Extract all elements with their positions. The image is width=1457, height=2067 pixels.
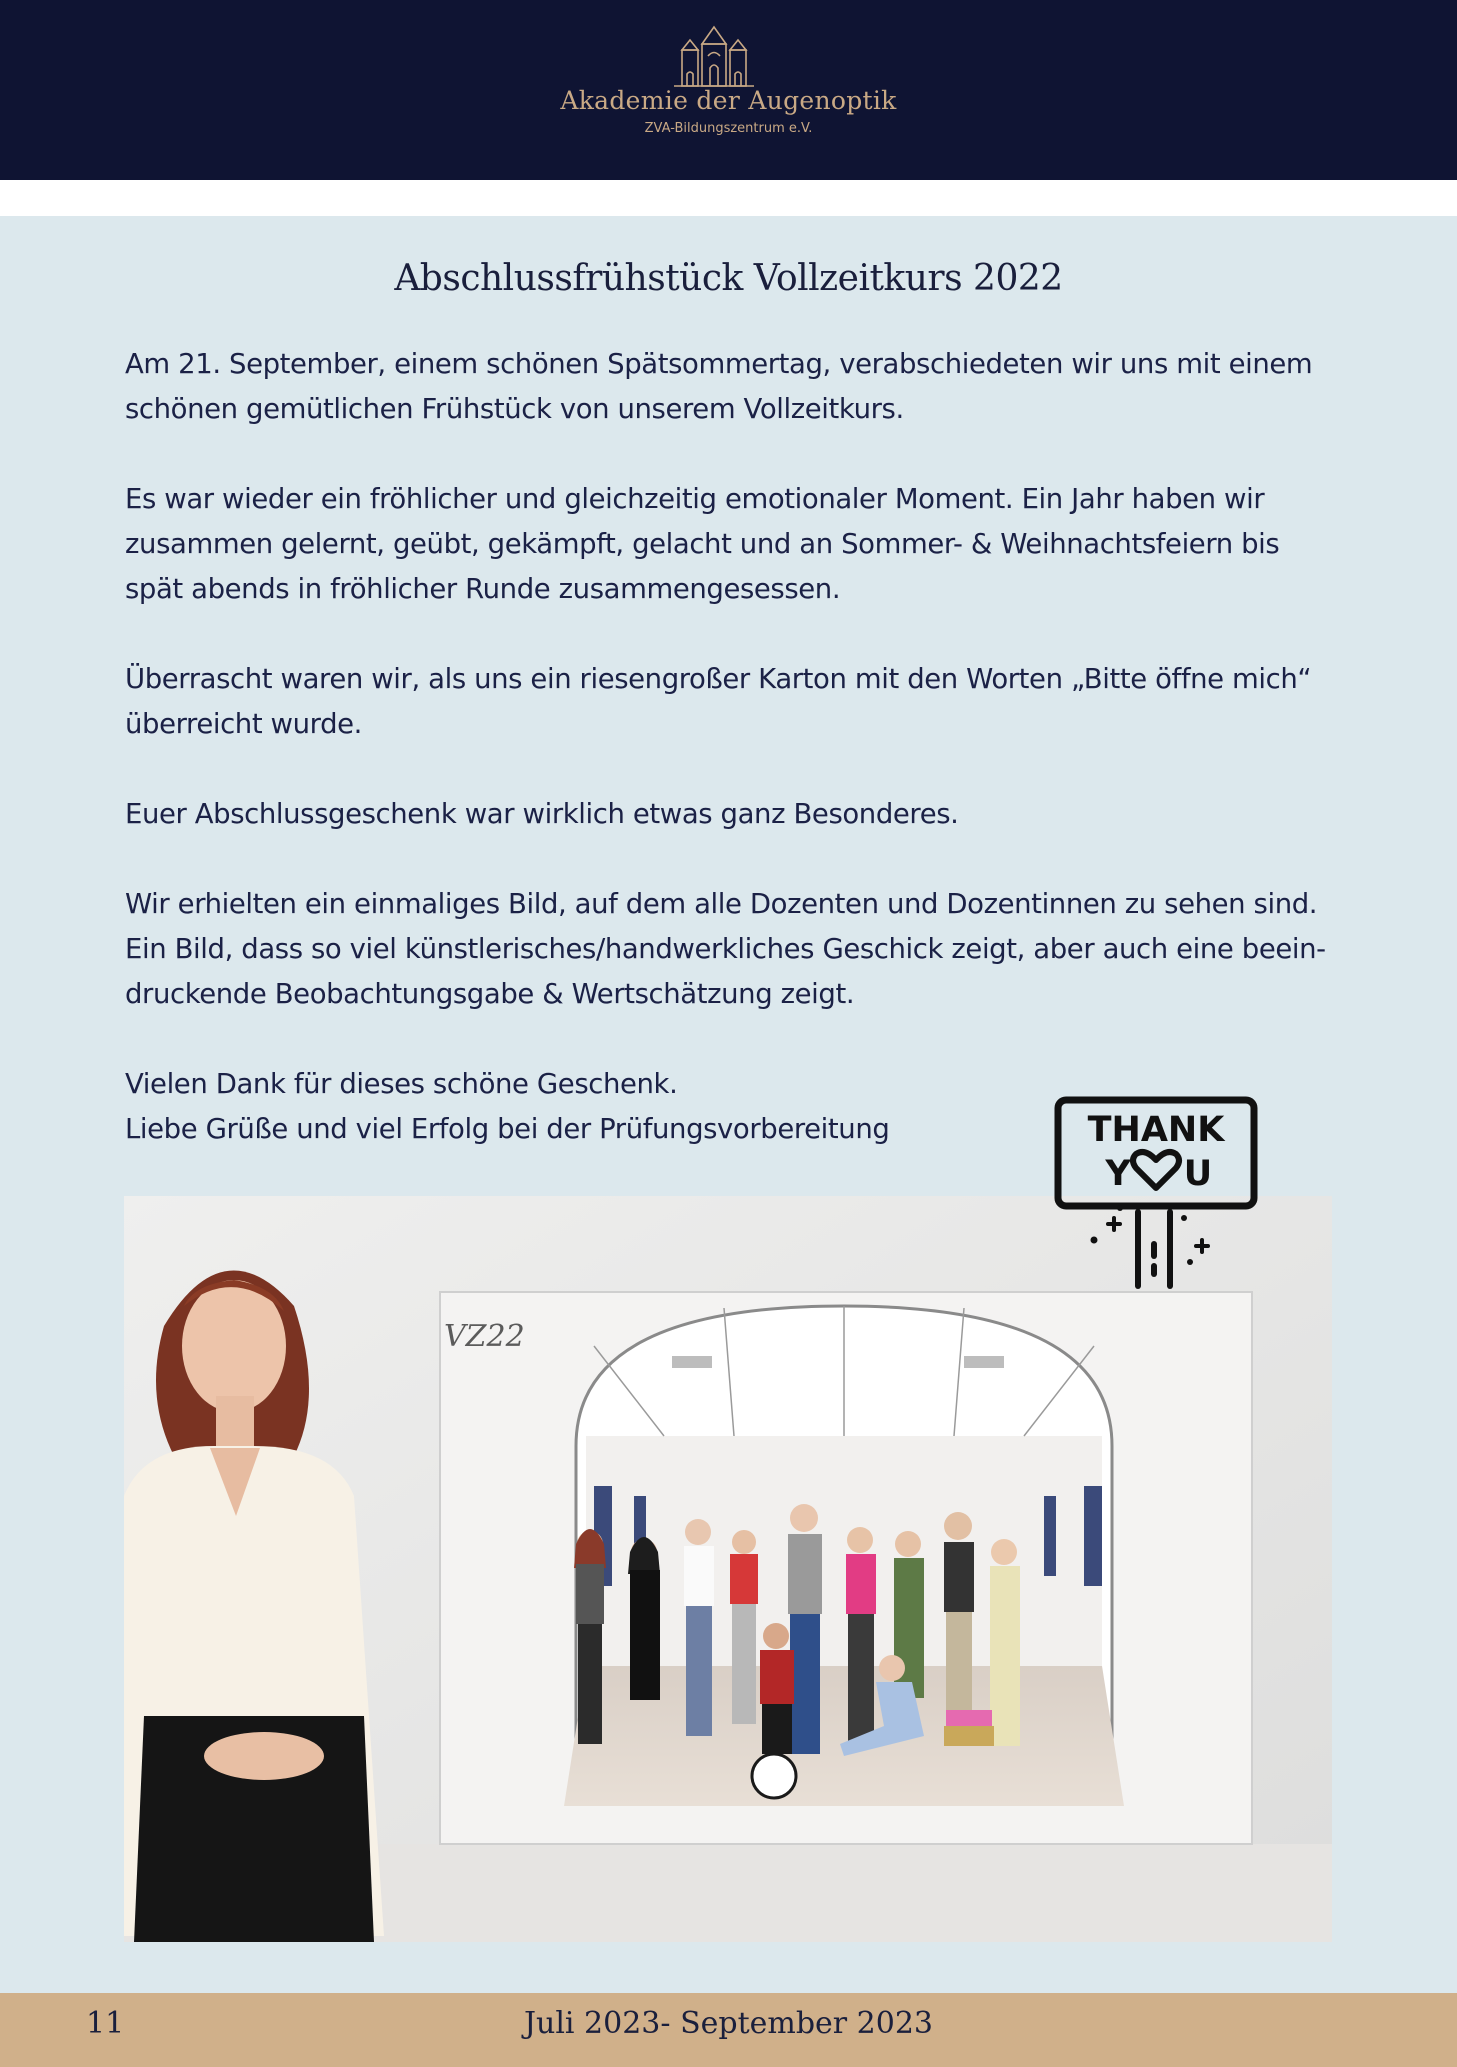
paragraph-line: Ein Bild, dass so viel künstlerisches/handwerkliches Geschick zeigt, aber auch eine beein- [125, 933, 1326, 965]
brand-subtitle: ZVA-Bildungszentrum e.V. [644, 121, 813, 136]
paragraph-5 [125, 882, 1345, 1017]
building-icon [668, 24, 760, 90]
paragraph-line: Euer Abschlussgeschenk war wirklich etwas ganz Besonderes. [125, 798, 959, 830]
paragraph-line: Überrascht waren wir, als uns ein riesengroßer Karton mit den Worten „Bitte öffne mich“ [125, 663, 1312, 695]
thank-you-sign [1050, 1094, 1260, 1290]
heart-icon [1133, 1152, 1179, 1188]
thank-text: THANK [1087, 1110, 1225, 1150]
canvas-label: VZ22 [444, 1319, 525, 1354]
paragraph-line: schönen gemütlichen Frühstück von unserem Vollzeitkurs. [125, 393, 904, 425]
thank-y-letter: Y [1105, 1154, 1131, 1194]
paragraph-line: Es war wieder ein fröhlicher und gleichzeitig emotionaler Moment. Ein Jahr haben wir [125, 483, 1265, 515]
paragraph-line: zusammen gelernt, geübt, gekämpft, gelacht und an Sommer- & Weihnachtsfeiern bis [125, 528, 1280, 560]
group-photo [124, 1196, 1332, 1942]
paragraph-4 [125, 792, 1345, 837]
brand-name: Akademie der Augenoptik [560, 86, 897, 115]
page-number: 11 [86, 2006, 125, 2041]
header-bar [0, 0, 1457, 180]
painting-canvas [440, 1292, 1252, 1844]
paragraph-line: Vielen Dank für dieses schöne Geschenk. [125, 1068, 678, 1100]
paragraph-line: Wir erhielten ein einmaliges Bild, auf dem alle Dozenten und Dozentinnen zu sehen sind. [125, 888, 1318, 920]
paragraph-line: Liebe Grüße und viel Erfolg bei der Prüfungsvorbereitung [125, 1113, 890, 1145]
paragraph-1 [125, 342, 1345, 432]
paragraph-line: Am 21. September, einem schönen Spätsommertag, verabschiedeten wir uns mit einem [125, 348, 1313, 380]
article-title: Abschlussfrühstück Vollzeitkurs 2022 [394, 258, 1063, 299]
paragraph-2 [125, 477, 1345, 612]
paragraph-line: druckende Beobachtungsgabe & Wertschätzung zeigt. [125, 978, 855, 1010]
paragraph-3 [125, 657, 1345, 747]
paragraph-line: spät abends in fröhlicher Runde zusammengesessen. [125, 573, 841, 605]
paragraph-line: überreicht wurde. [125, 708, 363, 740]
thank-u-letter: U [1183, 1154, 1213, 1194]
issue-date: Juli 2023- September 2023 [523, 2006, 934, 2041]
